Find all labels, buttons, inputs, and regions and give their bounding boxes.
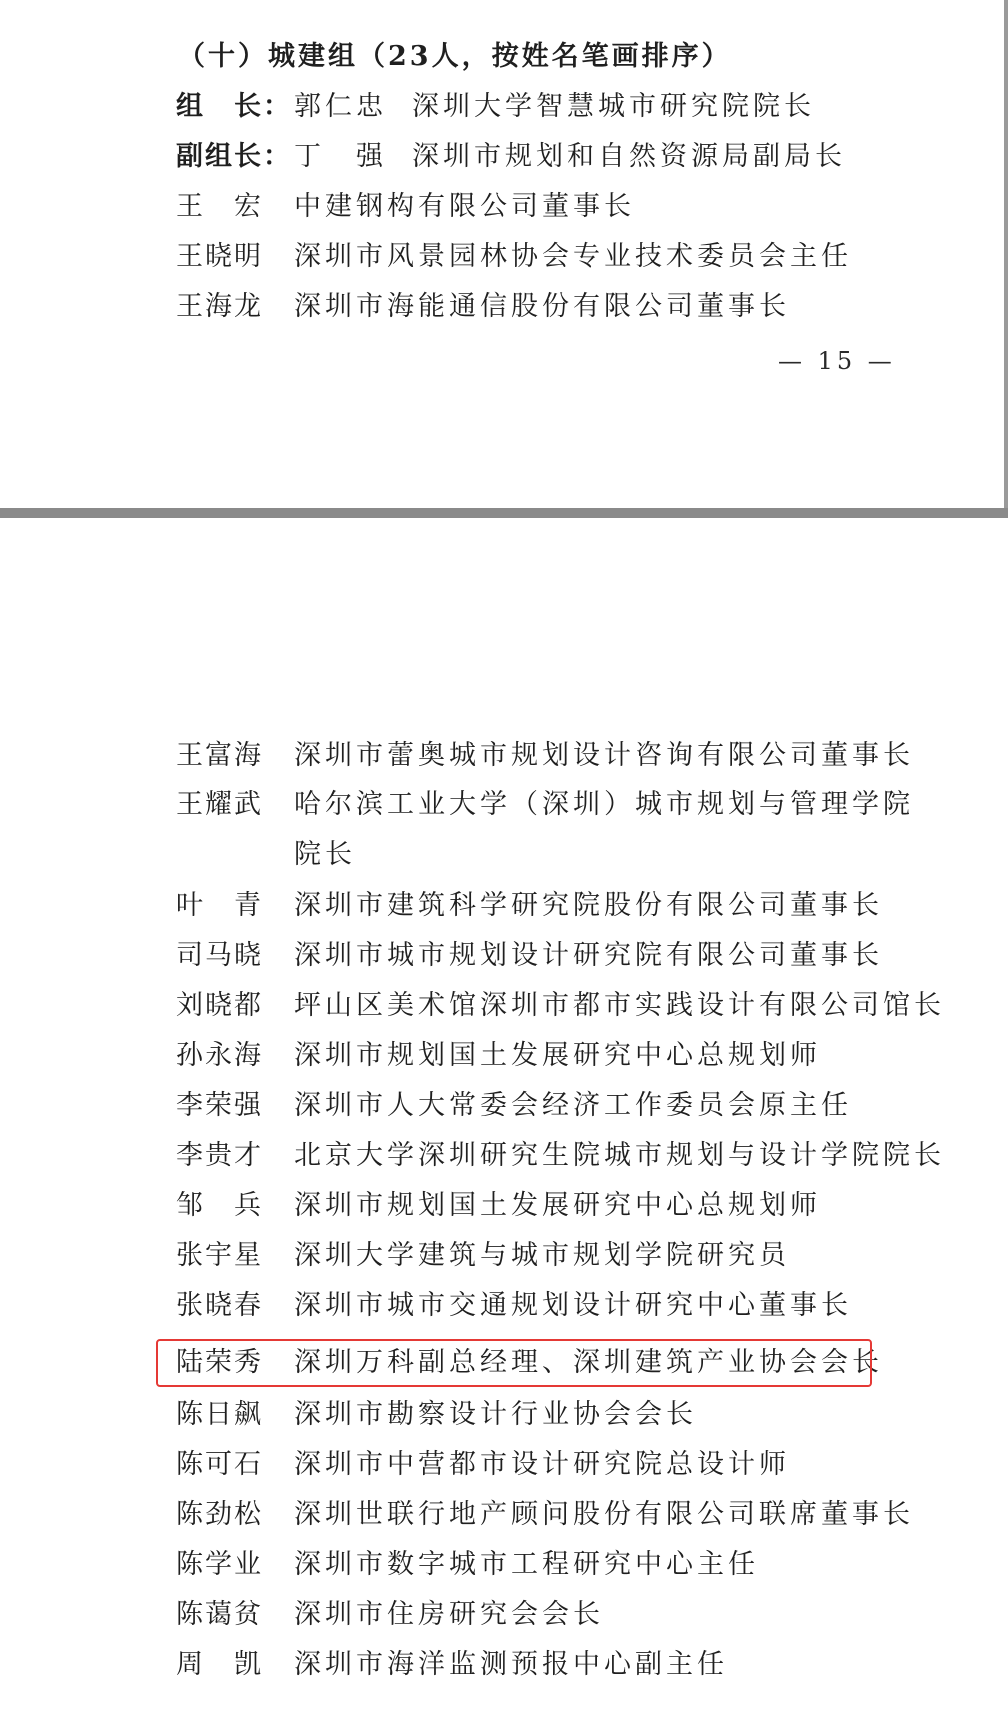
member-role: 深圳市建筑科学研究院股份有限公司董事长 — [294, 890, 883, 921]
member-row — [0, 1036, 1008, 1076]
member-role: 深圳市规划国土发展研究中心总规划师 — [294, 1040, 821, 1071]
member-role: 深圳市海洋监测预报中心副主任 — [294, 1649, 728, 1680]
member-row — [0, 1595, 1008, 1635]
member-row — [0, 785, 1008, 825]
member-row — [0, 1445, 1008, 1485]
member-name: 王 宏 — [176, 191, 263, 222]
member-row — [0, 1545, 1008, 1585]
member-name: 张宇星 — [176, 1240, 263, 1271]
member-row — [0, 1645, 1008, 1685]
deputy-leader-role: 深圳市规划和自然资源局副局长 — [412, 141, 846, 172]
member-role: 深圳市风景园林协会专业技术委员会主任 — [294, 241, 852, 272]
highlight-box — [156, 1339, 872, 1387]
member-row — [0, 237, 1008, 277]
member-role: 深圳大学建筑与城市规划学院研究员 — [294, 1240, 790, 1271]
member-role: 深圳市规划国土发展研究中心总规划师 — [294, 1190, 821, 1221]
member-role-continuation: 院长 — [294, 839, 356, 870]
member-row — [0, 1286, 1008, 1326]
member-row — [0, 886, 1008, 926]
member-name: 陈蔼贫 — [176, 1599, 263, 1630]
member-role: 深圳万科副总经理、深圳建筑产业协会会长 — [294, 1347, 883, 1378]
document-page-15 — [0, 0, 1008, 508]
member-name: 陆荣秀 — [176, 1347, 263, 1378]
member-role: 深圳市蕾奥城市规划设计咨询有限公司董事长 — [294, 740, 914, 771]
member-role: 中建钢构有限公司董事长 — [294, 191, 635, 222]
member-name: 陈学业 — [176, 1549, 263, 1580]
member-row — [0, 287, 1008, 327]
member-row — [0, 1495, 1008, 1535]
member-row — [0, 187, 1008, 227]
member-role: 深圳世联行地产顾问股份有限公司联席董事长 — [294, 1499, 914, 1530]
member-name: 陈劲松 — [176, 1499, 263, 1530]
member-row — [0, 1186, 1008, 1226]
member-name: 王富海 — [176, 740, 263, 771]
page-edge-divider — [1004, 0, 1008, 508]
member-name: 周 凯 — [176, 1649, 263, 1680]
member-name: 陈日飙 — [176, 1399, 263, 1430]
member-row — [0, 1236, 1008, 1276]
page-number: — 15 — — [778, 347, 896, 375]
leader-role: 深圳大学智慧城市研究院院长 — [412, 91, 815, 122]
member-row-continuation — [0, 835, 1008, 875]
member-name: 刘晓都 — [176, 990, 263, 1021]
deputy-leader-row — [0, 137, 1008, 177]
member-name: 司马晓 — [176, 940, 263, 971]
member-role: 深圳市城市规划设计研究院有限公司董事长 — [294, 940, 883, 971]
member-row — [0, 1086, 1008, 1126]
member-row — [0, 736, 1008, 776]
member-role: 北京大学深圳研究生院城市规划与设计学院院长 — [294, 1140, 945, 1171]
member-name: 李荣强 — [176, 1090, 263, 1121]
member-name: 邹 兵 — [176, 1190, 263, 1221]
member-row — [0, 1395, 1008, 1435]
member-name: 孙永海 — [176, 1040, 263, 1071]
leader-name: 郭仁忠 — [294, 91, 387, 122]
member-name: 陈可石 — [176, 1449, 263, 1480]
member-role: 深圳市人大常委会经济工作委员会原主任 — [294, 1090, 852, 1121]
member-name: 叶 青 — [176, 890, 263, 921]
member-role: 深圳市城市交通规划设计研究中心董事长 — [294, 1290, 852, 1321]
page-separator — [0, 508, 1008, 518]
member-role: 深圳市勘察设计行业协会会长 — [294, 1399, 697, 1430]
leader-title: 组 长： — [176, 91, 292, 122]
section-heading: （十）城建组（23人，按姓名笔画排序） — [178, 41, 732, 72]
deputy-leader-title: 副组长： — [176, 141, 292, 172]
member-role: 深圳市海能通信股份有限公司董事长 — [294, 291, 790, 322]
member-name: 李贵才 — [176, 1140, 263, 1171]
member-row — [0, 936, 1008, 976]
member-row — [0, 1136, 1008, 1176]
member-role: 哈尔滨工业大学（深圳）城市规划与管理学院 — [294, 789, 914, 820]
member-name: 王海龙 — [176, 291, 263, 322]
member-role: 坪山区美术馆深圳市都市实践设计有限公司馆长 — [294, 990, 945, 1021]
leader-row — [0, 87, 1008, 127]
member-name: 张晓春 — [176, 1290, 263, 1321]
member-role: 深圳市住房研究会会长 — [294, 1599, 604, 1630]
member-name: 王晓明 — [176, 241, 263, 272]
member-row — [0, 986, 1008, 1026]
member-role: 深圳市中营都市设计研究院总设计师 — [294, 1449, 790, 1480]
deputy-leader-name: 丁 强 — [294, 141, 387, 172]
member-name: 王耀武 — [176, 789, 263, 820]
member-role: 深圳市数字城市工程研究中心主任 — [294, 1549, 759, 1580]
